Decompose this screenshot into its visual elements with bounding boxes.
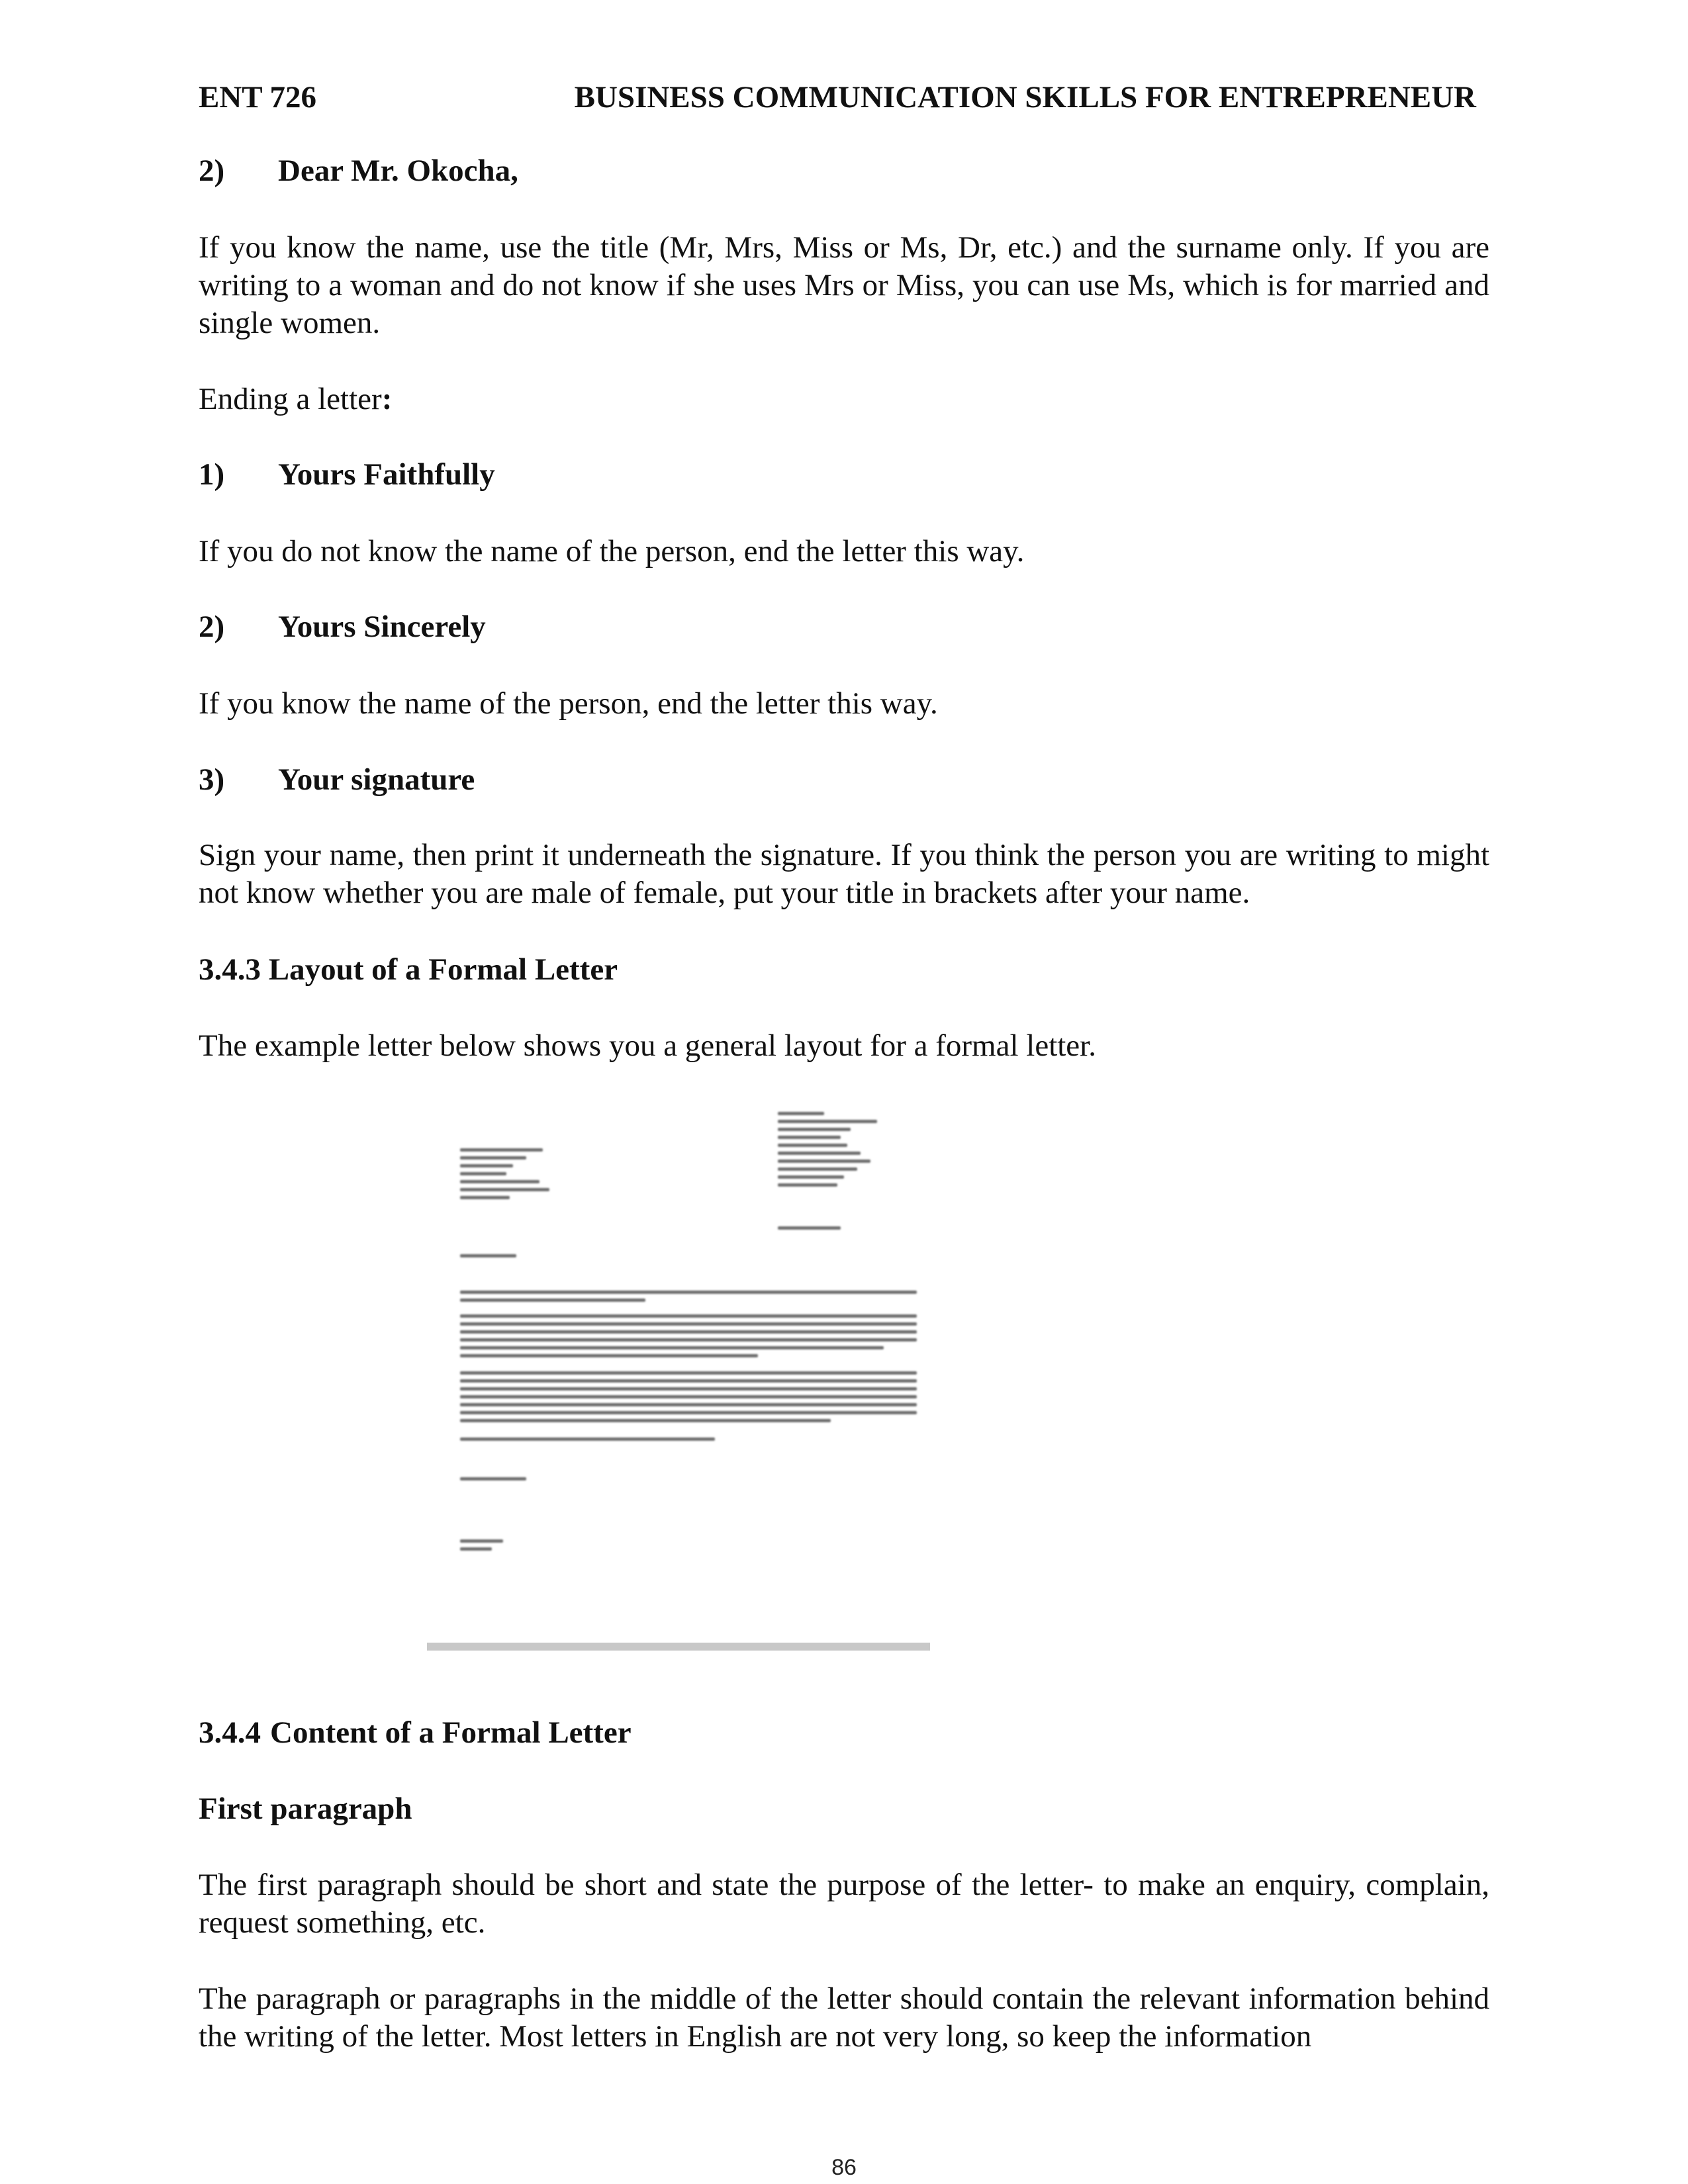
example-letter-illustration bbox=[427, 1099, 930, 1655]
content-section-title: Content of a Formal Letter bbox=[270, 1715, 632, 1750]
page-number: 86 bbox=[831, 2155, 857, 2180]
ending-item-title: Yours Sincerely bbox=[278, 610, 486, 644]
layout-section-intro: The example letter below shows you a general layout for a formal letter. bbox=[199, 1028, 1096, 1063]
ending-label bbox=[199, 381, 1489, 418]
ending-label-text: Ending a letter bbox=[199, 382, 382, 416]
example-letter-image bbox=[427, 1099, 930, 1655]
first-paragraph-subheading: First paragraph bbox=[199, 1792, 412, 1826]
figure-scrollbar bbox=[427, 1643, 930, 1651]
running-header bbox=[199, 74, 1476, 120]
ending-item-paragraph: If you do not know the name of the person, end the letter this way. bbox=[199, 534, 1025, 569]
ending-item-number: 2) bbox=[199, 610, 225, 644]
first-paragraph-text: The first paragraph should be short and state the purpose of the letter- to make an enquiry, complain, request something, etc. bbox=[199, 1868, 1489, 1940]
salutation-paragraph: If you know the name, use the title (Mr, Mrs, Miss or Ms, Dr, etc.) and the surname only. If you are writing to a woman and do not know if she uses Mrs or Miss, you can use Ms, which is for married and single women. bbox=[199, 230, 1489, 340]
ending-item-number: 1) bbox=[199, 457, 225, 492]
layout-section-heading: 3.4.3 Layout of a Formal Letter bbox=[199, 952, 618, 987]
ending-item-heading bbox=[199, 608, 1489, 646]
content-section-number: 3.4.4 bbox=[199, 1715, 261, 1750]
ending-item-paragraph: Sign your name, then print it underneath the signature. If you think the person you are writing to might not know whether you are male of female, put your title in brackets after your name. bbox=[199, 838, 1489, 910]
course-title: BUSINESS COMMUNICATION SKILLS FOR ENTREPRENEUR bbox=[574, 80, 1476, 114]
ending-item-title: Yours Faithfully bbox=[278, 457, 495, 492]
ending-label-colon: : bbox=[381, 382, 393, 416]
ending-item-title: Your signature bbox=[278, 762, 475, 797]
ending-item-heading bbox=[199, 761, 1489, 799]
middle-paragraph-text: The paragraph or paragraphs in the middle of the letter should contain the relevant information behind the writing of the letter. Most letters in English are not very long, so keep the information bbox=[199, 1981, 1489, 2054]
ending-item-number: 3) bbox=[199, 762, 225, 797]
ending-item-paragraph: If you know the name of the person, end the letter this way. bbox=[199, 686, 938, 721]
course-code: ENT 726 bbox=[199, 80, 317, 114]
content-section-heading bbox=[199, 1714, 1489, 1752]
salutation-title: Dear Mr. Okocha, bbox=[278, 154, 518, 188]
ending-item-heading bbox=[199, 456, 1489, 494]
salutation-heading bbox=[199, 152, 1489, 190]
salutation-number: 2) bbox=[199, 154, 225, 188]
